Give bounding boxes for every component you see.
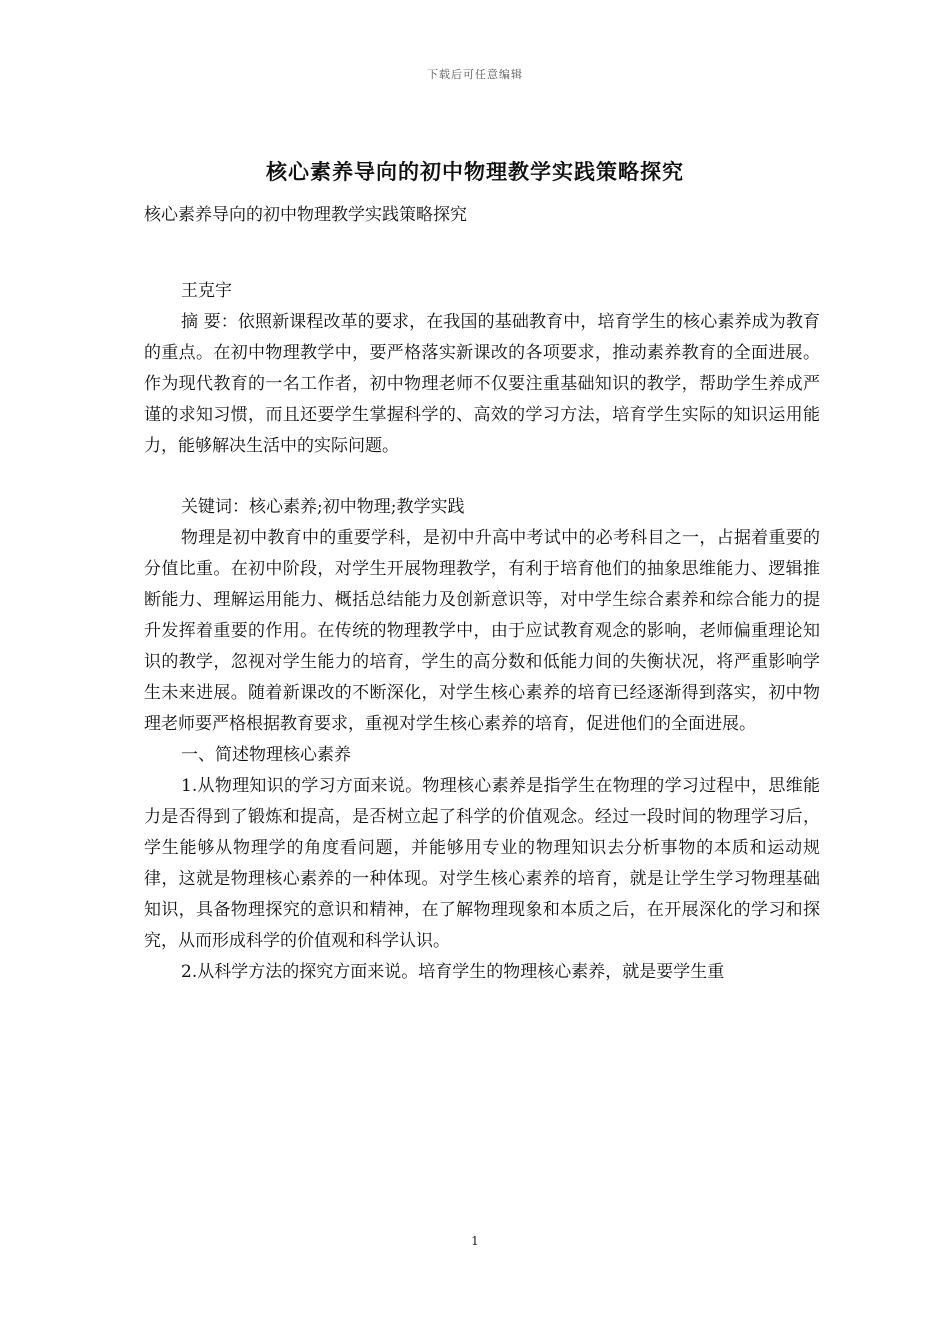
body-paragraph: 2.从科学方法的探究方面来说。培育学生的物理核心素养，就是要学生重 [181,962,725,982]
body-paragraph: 1.从物理知识的学习方面来说。物理核心素养是指学生在物理的学习过程中，思维能力是否得到了锻炼和提高，是否树立起了科学的价值观念。经过一段时间的物理学习后，学生能够从物理学的角度看问题，并能够用专业的物理知识去分析事物的本质和运动规律，这就是物理核心素养的一种体现。对学生核心素养的培育，就是让学生学习物理基础知识，具备物理探究的意识和精神，在了解物理现象和本质之后，在开展深化的学习和探究，从而形成科学的价值观和科学认识。 [144,776,820,951]
spacer [144,462,820,492]
document-body [144,200,820,988]
document-subtitle: 核心素养导向的初中物理教学实践策略探究 [144,205,467,225]
author-name: 王克宇 [181,281,232,301]
spacer [144,231,820,276]
page-number: 1 [471,1234,479,1248]
document-title: 核心素养导向的初中物理教学实践策略探究 [266,160,684,184]
abstract-paragraph: 摘 要：依照新课程改革的要求，在我国的基础教育中，培育学生的核心素养成为教育的重点。在初中物理教学中，要严格落实新课改的各项要求，推动素养教育的全面进展。作为现代教育的一名工作者，初中物理老师不仅要注重基础知识的教学，帮助学生养成严谨的求知习惯，而且还要学生掌握科学的、高效的学习方法，培育学生实际的知识运用能力，能够解决生活中的实际问题。 [144,312,820,456]
intro-paragraph: 物理是初中教育中的重要学科，是初中升高中考试中的必考科目之一，占据着重要的分值比重。在初中阶段，对学生开展物理教学，有利于培育他们的抽象思维能力、逻辑推断能力、理解运用能力、概括总结能力及创新意识等，对中学生综合素养和综合能力的提升发挥着重要的作用。在传统的物理教学中，由于应试教育观念的影响，老师偏重理论知识的教学，忽视对学生能力的培育，学生的高分数和低能力间的失衡状况，将严重影响学生未来进展。随着新课改的不断深化，对学生核心素养的培育已经逐渐得到落实，初中物理老师要严格根据教育要求，重视对学生核心素养的培育，促进他们的全面进展。 [144,528,820,734]
keywords-line: 关键词：核心素养;初中物理;教学实践 [181,497,465,517]
section-heading: 一、简述物理核心素养 [181,745,351,765]
header-note: 下载后可任意编辑 [427,68,523,81]
